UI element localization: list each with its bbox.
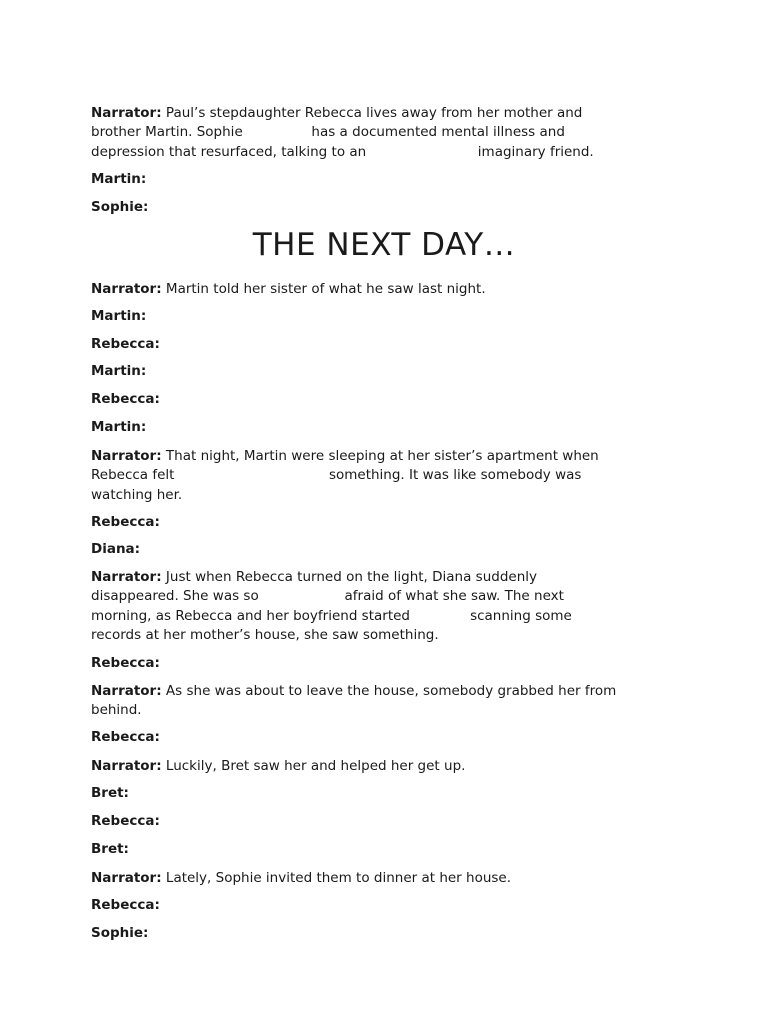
text-line: records at her mother’s house, she saw something. <box>91 627 439 644</box>
dialogue-text: Lately, Sophie invited them to dinner at her house. <box>161 870 512 886</box>
dialogue-line <box>91 513 691 532</box>
speaker-label: Narrator: <box>91 758 162 774</box>
narrator-paragraph <box>91 447 691 505</box>
dialogue-line <box>91 812 691 831</box>
dialogue-text: As she was about to leave the house, somebody grabbed her from <box>161 683 617 699</box>
text-line <box>91 104 691 123</box>
scene-heading: THE NEXT DAY… <box>252 227 516 263</box>
narrator-paragraph <box>91 568 691 646</box>
speaker-label: Narrator: <box>91 448 162 464</box>
speaker-label: Diana: <box>91 541 141 557</box>
dialogue-text: Just when Rebecca turned on the light, Diana suddenly <box>161 569 537 585</box>
text-line: brother Martin. Sophie has a documented mental illness and <box>91 124 565 141</box>
speaker-label: Bret: <box>91 785 129 801</box>
speaker-label: Rebecca: <box>91 813 160 829</box>
speaker-label: Narrator: <box>91 569 162 585</box>
dialogue-line <box>91 896 691 915</box>
narrator-paragraph <box>91 682 691 721</box>
dialogue-text: Martin told her sister of what he saw last night. <box>161 281 486 297</box>
text-line: morning, as Rebecca and her boyfriend started scanning some <box>91 607 572 624</box>
text-line <box>91 869 691 888</box>
speaker-label: Narrator: <box>91 281 162 297</box>
speaker-label: Narrator: <box>91 683 162 699</box>
dialogue-line <box>91 924 691 943</box>
speaker-label: Rebecca: <box>91 391 160 407</box>
dialogue-line <box>91 784 691 803</box>
speaker-label: Rebecca: <box>91 655 160 671</box>
speaker-label: Narrator: <box>91 105 162 121</box>
speaker-label: Sophie: <box>91 199 149 215</box>
narrator-paragraph <box>91 869 691 888</box>
dialogue-line <box>91 418 691 437</box>
speaker-label: Rebecca: <box>91 729 160 745</box>
dialogue-text: That night, Martin were sleeping at her sister’s apartment when <box>161 448 599 464</box>
speaker-label: Narrator: <box>91 870 162 886</box>
speaker-label: Martin: <box>91 308 147 324</box>
narrator-paragraph <box>91 280 691 299</box>
text-line: Rebecca felt something. It was like somebody was <box>91 467 582 484</box>
dialogue-line <box>91 335 691 354</box>
speaker-label: Martin: <box>91 419 147 435</box>
dialogue-line <box>91 654 691 673</box>
dialogue-line <box>91 198 691 217</box>
text-line: disappeared. She was so afraid of what she saw. The next <box>91 588 564 605</box>
text-line: watching her. <box>91 486 183 503</box>
speaker-label: Rebecca: <box>91 897 160 913</box>
text-line: depression that resurfaced, talking to an imaginary friend. <box>91 143 594 160</box>
speaker-label: Rebecca: <box>91 514 160 530</box>
text-line <box>91 757 691 776</box>
dialogue-text: Luckily, Bret saw her and helped her get up. <box>161 758 466 774</box>
text-line <box>91 568 691 587</box>
dialogue-line <box>91 728 691 747</box>
dialogue-line <box>91 362 691 381</box>
dialogue-line <box>91 170 691 189</box>
narrator-paragraph <box>91 757 691 776</box>
text-line <box>91 280 691 299</box>
dialogue-line <box>91 840 691 859</box>
text-line <box>91 682 691 701</box>
text-line: behind. <box>91 702 142 719</box>
speaker-label: Martin: <box>91 363 147 379</box>
narrator-paragraph <box>91 104 691 162</box>
speaker-label: Sophie: <box>91 925 149 941</box>
dialogue-line <box>91 307 691 326</box>
dialogue-line <box>91 390 691 409</box>
speaker-label: Martin: <box>91 171 147 187</box>
speaker-label: Rebecca: <box>91 336 160 352</box>
dialogue-line <box>91 540 691 559</box>
dialogue-text: Paul’s stepdaughter Rebecca lives away from her mother and <box>161 105 583 121</box>
text-line <box>91 447 691 466</box>
speaker-label: Bret: <box>91 841 129 857</box>
